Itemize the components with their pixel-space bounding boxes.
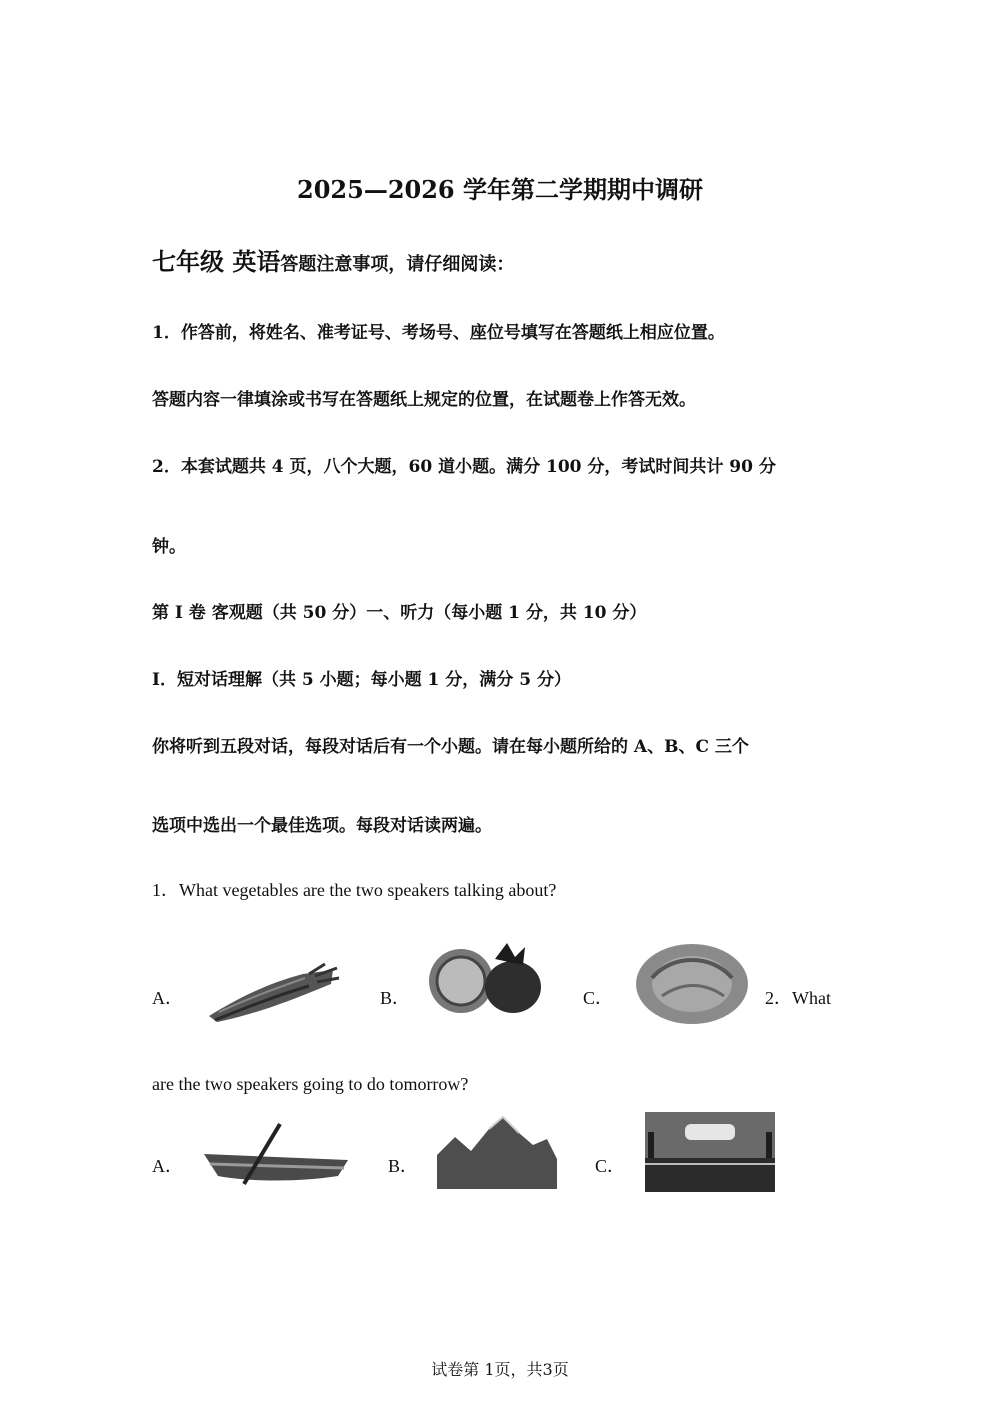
instruction-2: 2．本套试题共 4 页，八个大题，60 道小题。满分 100 分，考试时间共计 90 分 [152, 457, 776, 477]
subject-label: 七年级 英语 [152, 247, 281, 276]
q1-option-c-label: C． [583, 988, 614, 1008]
instruction-2-cont: 钟。 [152, 537, 186, 557]
instruction-1-cont: 答题内容一律填涂或书写在答题纸上规定的位置，在试题卷上作答无效。 [152, 390, 696, 410]
section-heading: 第 Ⅰ 卷 客观题（共 50 分）一、听力（每小题 1 分，共 10 分） [152, 603, 647, 623]
part-heading: Ⅰ．短对话理解（共 5 小题；每小题 1 分，满分 5 分） [152, 670, 571, 690]
question-2-text-start: 2．What [765, 988, 831, 1008]
part-directions-1: 你将听到五段对话，每段对话后有一个小题。请在每小题所给的 A、B、C 三个 [152, 737, 749, 757]
mountains-icon [437, 1115, 557, 1189]
q2-option-c-label: C． [595, 1156, 626, 1176]
instruction-1: 1．作答前，将姓名、准考证号、考场号、座位号填写在答题纸上相应位置。 [152, 323, 725, 343]
question-2-text: are the two speakers going to do tomorrow? [152, 1074, 469, 1094]
page-footer: 试卷第 1页，共3页 [431, 1360, 569, 1379]
part-directions-2: 选项中选出一个最佳选项。每段对话读两遍。 [152, 816, 492, 836]
question-1-text: 1．What vegetables are the two speakers talking about? [152, 880, 557, 900]
tomatoes-icon [425, 935, 545, 1023]
boat-icon [200, 1120, 352, 1188]
q2-option-b-label: B． [388, 1156, 419, 1176]
subject-line [152, 242, 514, 277]
q1-option-a-label: A． [152, 988, 183, 1008]
notice-heading: 答题注意事项，请仔细阅读： [280, 254, 515, 275]
exam-title: 2025—2026 学年第二学期期中调研 [297, 175, 703, 204]
zoo-icon [645, 1112, 775, 1192]
q2-option-a-label: A． [152, 1156, 183, 1176]
carrots-icon [205, 962, 340, 1026]
q1-option-b-label: B． [380, 988, 411, 1008]
cabbage-icon [632, 934, 750, 1026]
